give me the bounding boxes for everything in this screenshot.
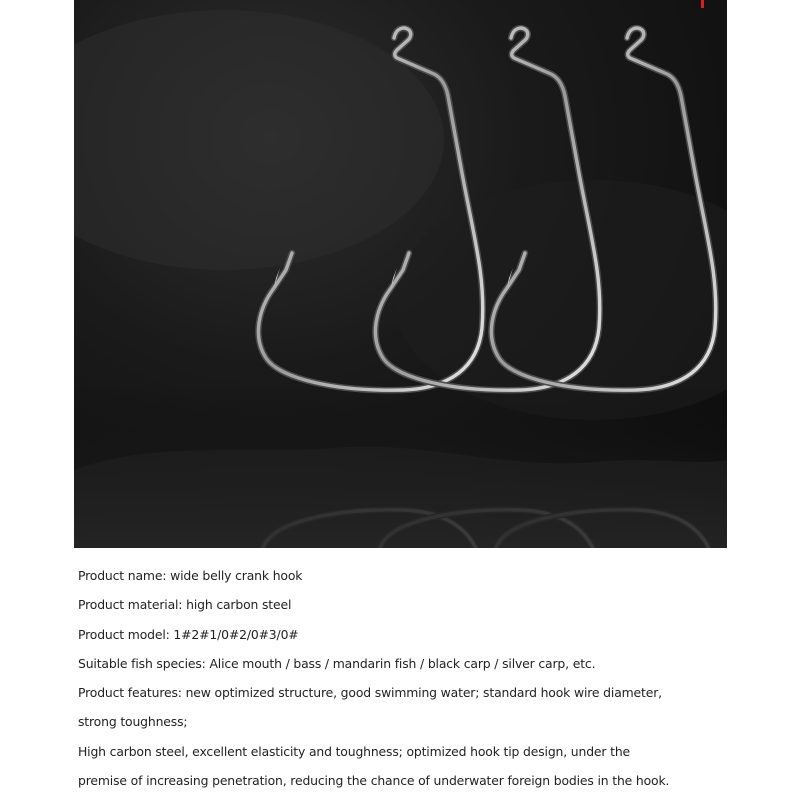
product-model-line: Product model: 1#2#1/0#2/0#3/0#	[78, 626, 299, 642]
product-material-line: Product material: high carbon steel	[78, 597, 292, 613]
material-detail-line-cont: premise of increasing penetration, reducing the chance of underwater foreign bodies in the hook.	[78, 773, 670, 789]
red-accent-mark	[701, 0, 704, 8]
product-photo	[74, 0, 727, 548]
fish-species-line: Suitable fish species: Alice mouth / bass / mandarin fish / black carp / silver carp, etc.	[78, 655, 596, 671]
product-name-line: Product name: wide belly crank hook	[78, 568, 303, 583]
material-detail-line: High carbon steel, excellent elasticity and toughness; optimized hook tip design, under the	[78, 743, 631, 759]
product-features-line: Product features: new optimized structure, good swimming water; standard hook wire diameter,	[78, 685, 662, 701]
product-features-line-cont: strong toughness;	[78, 714, 188, 730]
product-description	[78, 561, 728, 795]
